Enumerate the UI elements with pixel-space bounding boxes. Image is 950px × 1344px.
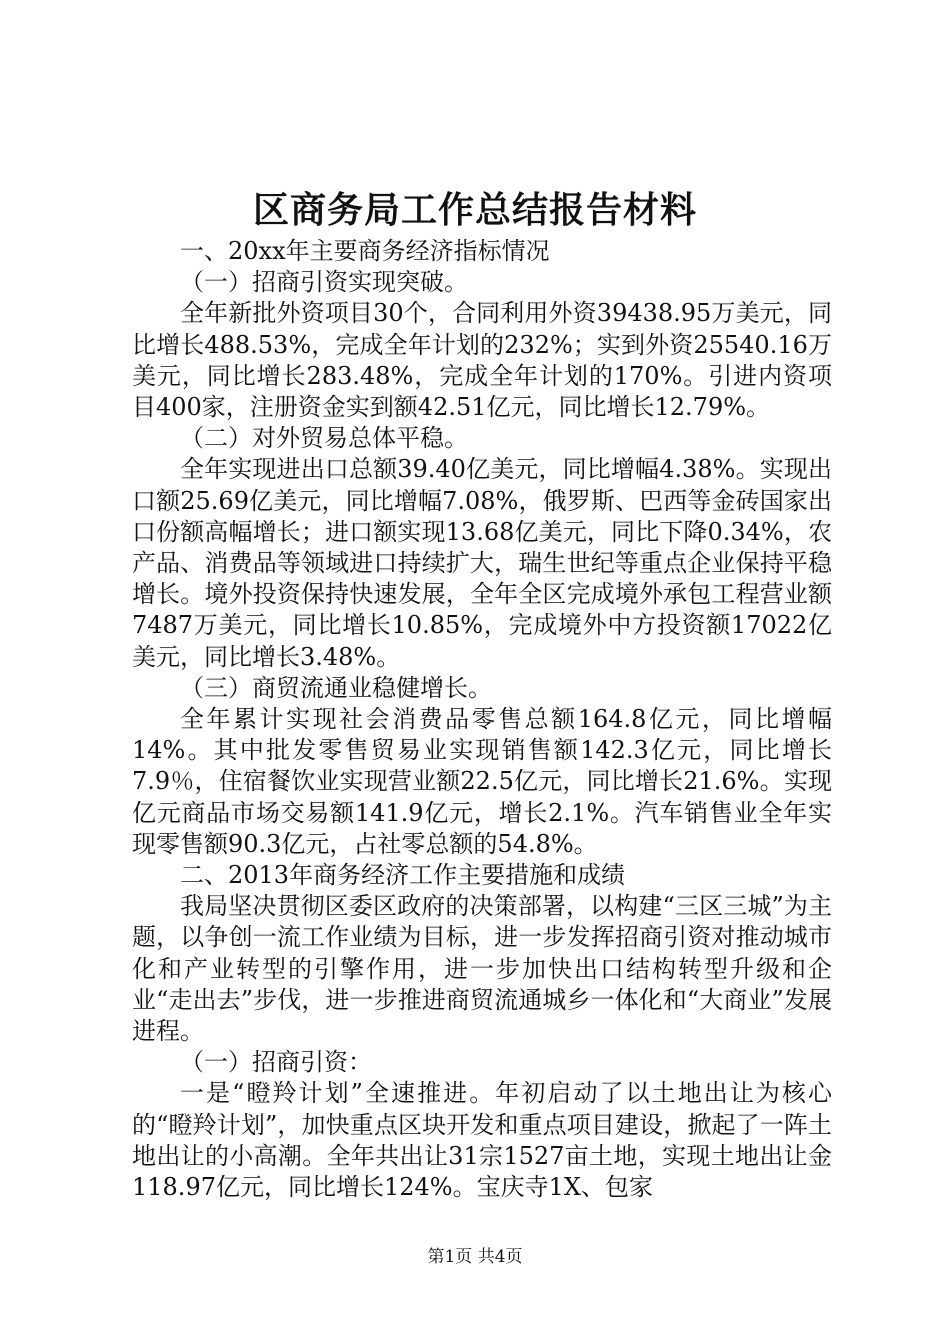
subsection-heading-1-2: （二）对外贸易总体平稳。	[180, 424, 468, 453]
subsection-heading-1-3: （三）商贸流通业稳健增长。	[180, 673, 492, 702]
document-title: 区商务局工作总结报告材料	[252, 189, 697, 231]
paragraph-investment: 全年新批外资项目30个，合同利用外资39438.95万美元，同比增长488.53%，完成全年计划的232%；实到外资25540.16万美元，同比增长283.48%，完成全年计划的170%。引进内资项目400家，注册资金实到额42.51亿元，同比增长12.79%。	[132, 299, 832, 422]
section-heading-2: 二、2013年商务经济工作主要措施和成绩	[180, 861, 626, 890]
page-number: 第1页 共4页	[427, 1247, 523, 1267]
subsection-heading-1-1: （一）招商引资实现突破。	[180, 268, 468, 297]
paragraph-foreign-trade: 全年实现进出口总额39.40亿美元，同比增幅4.38%。实现出口额25.69亿美元，同比增幅7.08%，俄罗斯、巴西等金砖国家出口份额高幅增长；进口额实现13.68亿美元，同比下降0.34%，农产品、消费品等领域进口持续扩大，瑞生世纪等重点企业保持平稳增长。境外投资保持快速发展，全年全区完成境外承包工程营业额7487万美元，同比增长10.85%，完成境外中方投资额17022亿美元，同比增长3.48%。	[132, 455, 832, 671]
paragraph-gazelle-plan: 一是“瞪羚计划”全速推进。年初启动了以土地出让为核心的“瞪羚计划”，加快重点区块开发和重点项目建设，掀起了一阵土地出让的小高潮。全年共出让31宗1527亩土地，实现土地出让金118.97亿元，同比增长124%。宝庆寺1X、包家	[132, 1079, 832, 1202]
paragraph-measures: 我局坚决贯彻区委区政府的决策部署，以构建“三区三城”为主题，以争创一流工作业绩为目标，进一步发挥招商引资对推动城市化和产业转型的引擎作用，进一步加快出口结构转型升级和企业“走出去”步伐，进一步推进商贸流通城乡一体化和“大商业”发展进程。	[132, 892, 832, 1046]
section-heading-1: 一、20xx年主要商务经济指标情况	[180, 237, 550, 265]
subsection-heading-2-1: （一）招商引资：	[180, 1048, 372, 1077]
paragraph-commerce: 全年累计实现社会消费品零售总额164.8亿元，同比增幅14%。其中批发零售贸易业实现销售额142.3亿元，同比增长7.9％，住宿餐饮业实现营业额22.5亿元，同比增长21.6%。实现亿元商品市场交易额141.9亿元，增长2.1%。汽车销售业全年实现零售额90.3亿元，占社零总额的54.8%。	[132, 705, 832, 858]
document-body	[132, 236, 832, 1203]
